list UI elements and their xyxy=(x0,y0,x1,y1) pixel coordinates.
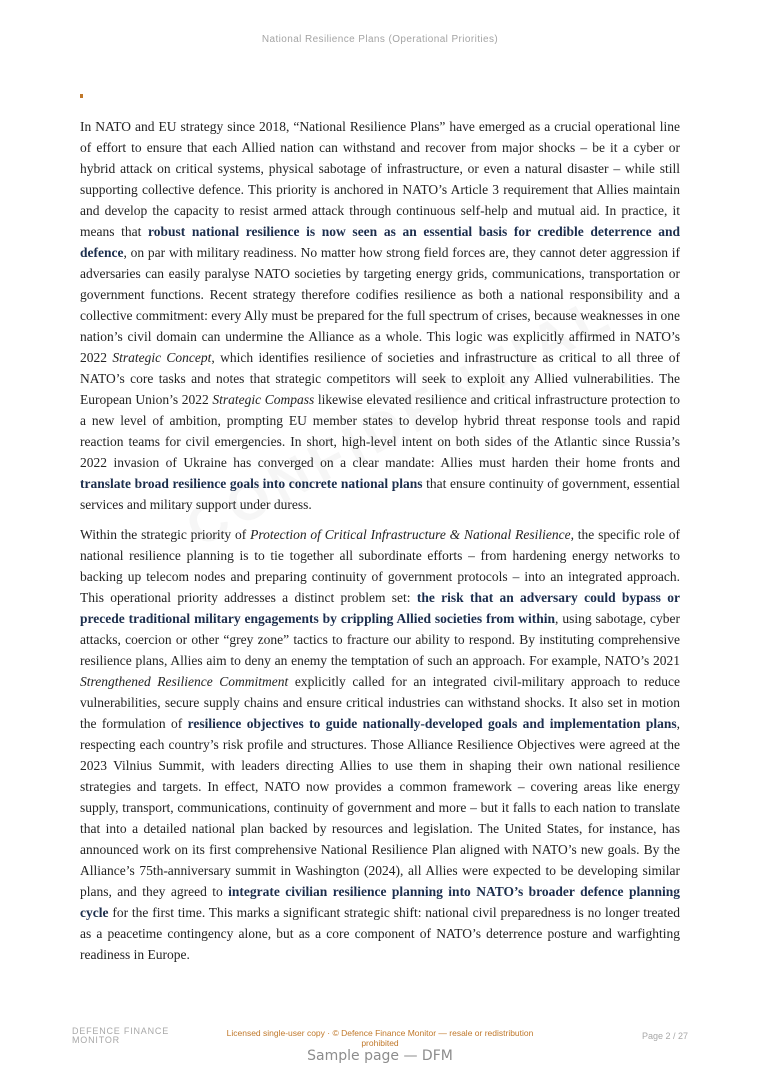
emphasis-resilience-basis: robust national resilience is now seen as an essential basis for credible deterrence and defence xyxy=(80,224,680,260)
paragraph-2: Within the strategic priority of Protection of Critical Infrastructure & National Resilience, the specific role of national resilience planning is to tie together all subordinate efforts – from hardening energy networks to backing up telecom nodes and preparing continuity of government protocols – into an integrated approach. This operational priority addresses a distinct problem set: the risk that an adversary could bypass or precede traditional military engagements by crippling Allied societies from within, using sabotage, cyber attacks, coercion or other “grey zone” tactics to fracture our ability to respond. By instituting comprehensive resilience plans, Allies aim to deny an enemy the temptation of such an approach. For example, NATO’s 2021 Strengthened Resilience Commitment explicitly called for an integrated civil-military approach to reduce vulnerabilities, secure supply chains and ensure critical industries can withstand shocks. It also set in motion the formulation of resilience objectives to guide nationally-developed goals and implementation plans, respecting each country’s risk profile and structures. Those Alliance Resilience Objectives were agreed at the 2023 Vilnius Summit, with leaders directing Allies to use them in shaping their own national resilience strategies and targets. In effect, NATO now provides a common framework – covering areas like energy supply, transport, communications, continuity of government and more – but it falls to each nation to translate that into a detailed national plan backed by resources and legislation. The United States, for instance, has announced work on its first comprehensive National Resilience Plan aligned with NATO’s new goals. By the Alliance’s 75th-anniversary summit in Washington (2024), all Allies were expected to be developing similar plans, and they agreed to integrate civilian resilience planning into NATO’s broader defence planning cycle for the first time. This marks a significant strategic shift: national civil preparedness is no longer treated as a peacetime contingency alone, but as a core component of NATO’s deterrence posture and warfighting readiness in Europe. xyxy=(80,527,680,962)
page-number: Page 2 / 27 xyxy=(641,1031,688,1041)
accent-mark xyxy=(80,94,83,98)
title-protection-priority: Protection of Critical Infrastructure & National Resilience xyxy=(250,527,571,542)
footer-brand: DEFENCE FINANCE MONITOR xyxy=(72,1026,170,1045)
sample-page-label: Sample page — DFM xyxy=(307,1048,453,1064)
emphasis-adversary-risk: the risk that an adversary could bypass or precede traditional military engagements by crippling Allied societies from within xyxy=(80,590,680,626)
title-strategic-compass: Strategic Compass xyxy=(212,392,315,407)
title-strategic-concept: Strategic Concept xyxy=(112,350,212,365)
emphasis-translate-goals: translate broad resilience goals into concrete national plans xyxy=(80,476,423,491)
title-strengthened-commitment: Strengthened Resilience Commitment xyxy=(80,674,289,689)
running-header: National Resilience Plans (Operational Priorities) xyxy=(261,34,499,45)
paragraph-1: In NATO and EU strategy since 2018, “National Resilience Plans” have emerged as a crucial operational line of effort to ensure that each Allied nation can withstand and recover from major shocks – be it a cyber or hybrid attack on critical systems, physical sabotage of infrastructure, or even a natural disaster – while still supporting collective defence. This priority is anchored in NATO’s Article 3 requirement that Allies maintain and develop the capacity to resist armed attack through continuous self-help and mutual aid. In practice, it means that robust national resilience is now seen as an essential basis for credible deterrence and defence, on par with military readiness. No matter how strong field forces are, they cannot deter aggression if adversaries can easily paralyse NATO societies by targeting energy grids, communications, transportation or government functions. Recent strategy therefore codifies resilience as both a national responsibility and a collective commitment: every Ally must be prepared for the full spectrum of crises, because weaknesses in one nation’s civil domain can undermine the Alliance as a whole. This logic was explicitly affirmed in NATO’s 2022 Strategic Concept, which identifies resilience of societies and infrastructure as critical to all three of NATO’s core tasks and notes that strategic competitors will seek to exploit any Allied vulnerabilities. The European Union’s 2022 Strategic Compass likewise elevated resilience and critical infrastructure protection to a new level of ambition, prompting EU member states to develop hybrid threat response tools and rapid reaction teams for civil emergencies. In short, high-level intent on both sides of the Atlantic since Russia’s 2022 invasion of Ukraine has converged on a clear mandate: Allies must harden their home fronts and translate broad resilience goals into concrete national plans that ensure continuity of government, essential services and military support under duress. xyxy=(80,119,681,512)
article-body xyxy=(80,116,680,974)
footer-license: Licensed single-user copy · © Defence Finance Monitor — resale or redistribution prohibited xyxy=(226,1028,534,1048)
emphasis-integrate-planning: integrate civilian resilience planning into NATO’s broader defence planning cycle xyxy=(80,884,680,920)
emphasis-resilience-objectives: resilience objectives to guide nationally-developed goals and implementation plans xyxy=(187,716,677,731)
